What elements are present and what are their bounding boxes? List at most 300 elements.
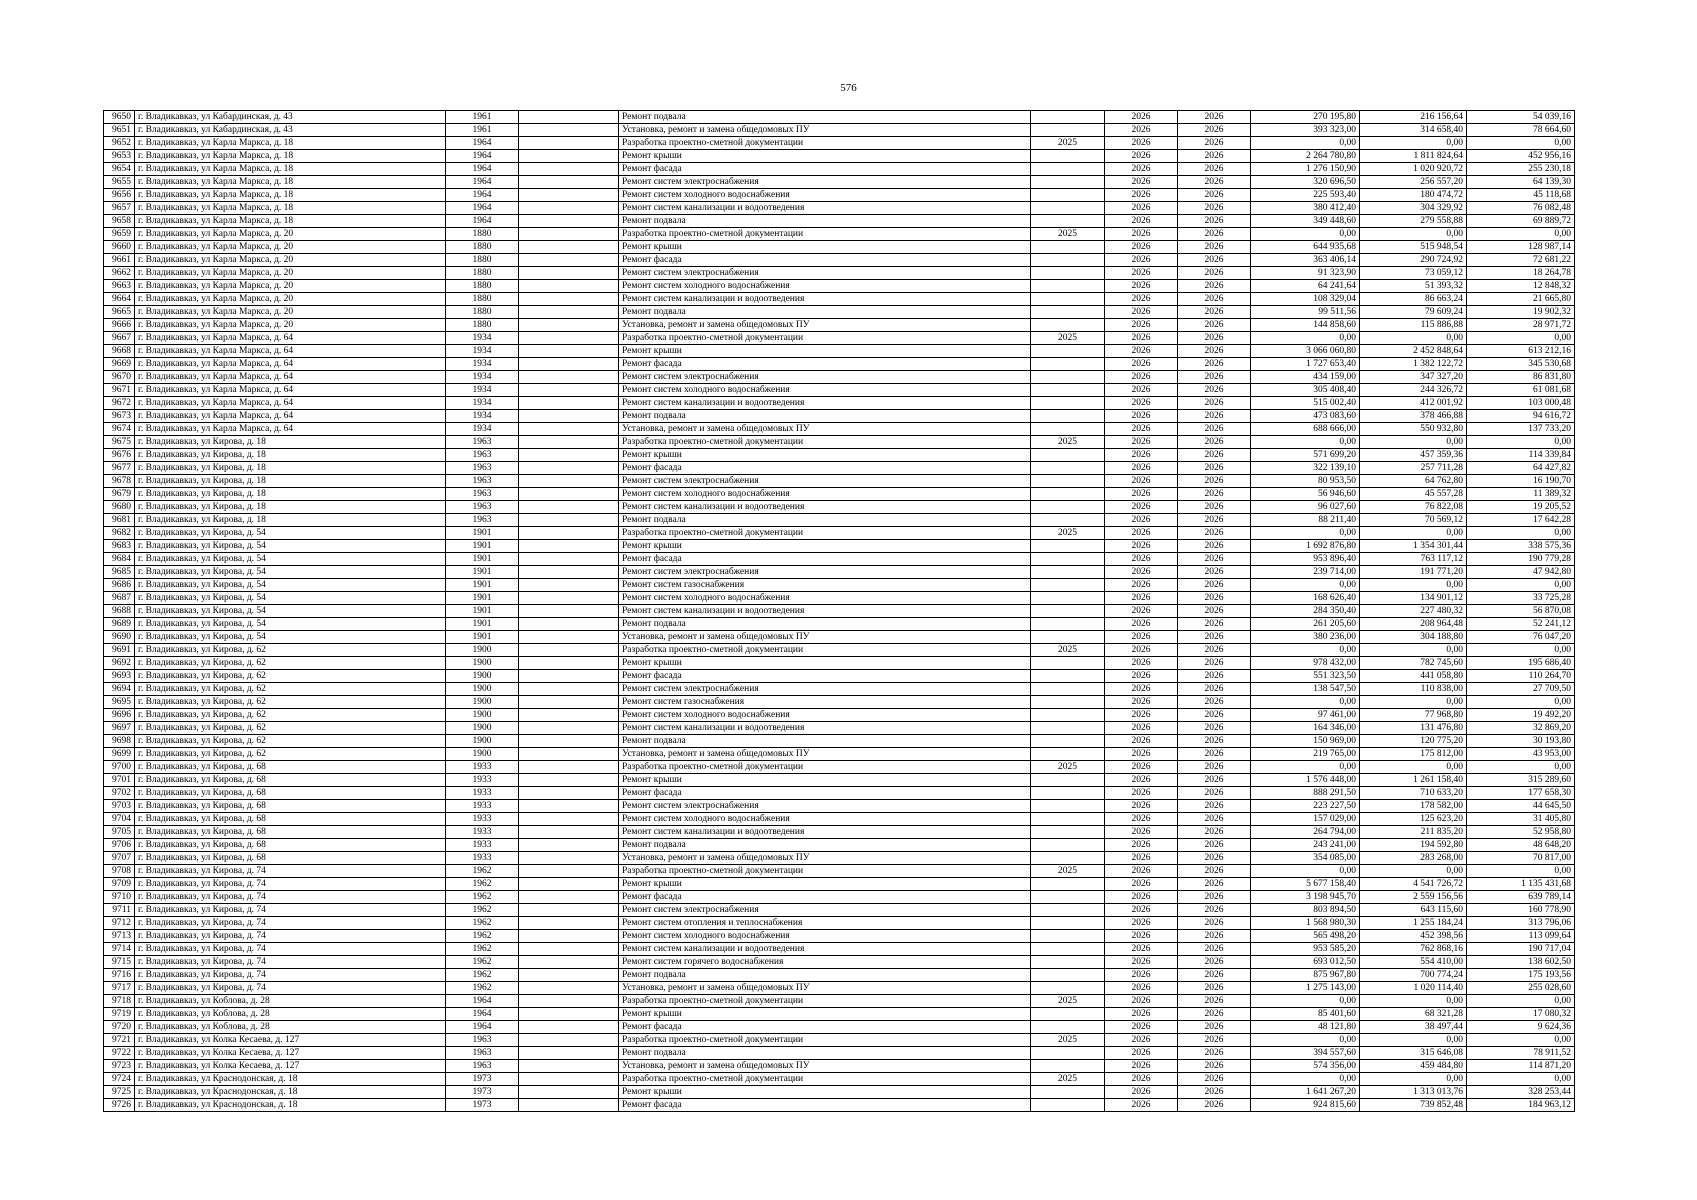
psd-year-cell <box>1031 189 1105 202</box>
year-built-cell: 1973 <box>446 1099 519 1112</box>
plan-start-year-cell: 2026 <box>1105 306 1178 319</box>
address-cell: г. Владикавказ, ул Карла Маркса, д. 20 <box>135 228 446 241</box>
psd-year-cell <box>1031 124 1105 137</box>
fund-cost-cell: 73 059,12 <box>1360 267 1467 280</box>
fund-cost-cell: 1 020 920,72 <box>1360 163 1467 176</box>
empty-cell <box>519 475 619 488</box>
empty-cell <box>519 436 619 449</box>
total-cost-cell: 0,00 <box>1251 696 1360 709</box>
address-cell: г. Владикавказ, ул Кабардинская, д. 43 <box>135 111 446 124</box>
plan-start-year-cell: 2026 <box>1105 748 1178 761</box>
total-cost-cell: 354 085,00 <box>1251 852 1360 865</box>
fund-cost-cell: 70 569,12 <box>1360 514 1467 527</box>
empty-cell <box>519 1021 619 1034</box>
psd-year-cell <box>1031 826 1105 839</box>
year-built-cell: 1934 <box>446 397 519 410</box>
plan-end-year-cell: 2026 <box>1178 280 1251 293</box>
address-cell: г. Владикавказ, ул Кирова, д. 54 <box>135 566 446 579</box>
empty-cell <box>519 839 619 852</box>
address-cell: г. Владикавказ, ул Карла Маркса, д. 18 <box>135 189 446 202</box>
empty-cell <box>519 943 619 956</box>
fund-cost-cell: 64 762,80 <box>1360 475 1467 488</box>
address-cell: г. Владикавказ, ул Кирова, д. 74 <box>135 865 446 878</box>
total-cost-cell: 875 967,80 <box>1251 969 1360 982</box>
work-type-cell: Ремонт систем электроснабжения <box>619 475 1031 488</box>
fund-cost-cell: 1 382 122,72 <box>1360 358 1467 371</box>
year-built-cell: 1900 <box>446 735 519 748</box>
total-cost-cell: 261 205,60 <box>1251 618 1360 631</box>
plan-start-year-cell: 2026 <box>1105 293 1178 306</box>
plan-start-year-cell: 2026 <box>1105 111 1178 124</box>
row-number-cell: 9663 <box>104 280 135 293</box>
work-type-cell: Ремонт подвала <box>619 969 1031 982</box>
address-cell: г. Владикавказ, ул Кирова, д. 68 <box>135 787 446 800</box>
plan-start-year-cell: 2026 <box>1105 488 1178 501</box>
fund-cost-cell: 76 822,08 <box>1360 501 1467 514</box>
address-cell: г. Владикавказ, ул Кирова, д. 74 <box>135 982 446 995</box>
psd-year-cell <box>1031 566 1105 579</box>
psd-year-cell <box>1031 163 1105 176</box>
empty-cell <box>519 1099 619 1112</box>
year-built-cell: 1962 <box>446 865 519 878</box>
empty-cell <box>519 969 619 982</box>
work-type-cell: Ремонт систем горячего водоснабжения <box>619 956 1031 969</box>
total-cost-cell: 1 568 980,30 <box>1251 917 1360 930</box>
plan-start-year-cell: 2026 <box>1105 423 1178 436</box>
address-cell: г. Владикавказ, ул Карла Маркса, д. 64 <box>135 358 446 371</box>
address-cell: г. Владикавказ, ул Карла Маркса, д. 64 <box>135 371 446 384</box>
work-type-cell: Разработка проектно-сметной документации <box>619 332 1031 345</box>
address-cell: г. Владикавказ, ул Кирова, д. 18 <box>135 501 446 514</box>
row-number-cell: 9700 <box>104 761 135 774</box>
fund-cost-cell: 441 058,80 <box>1360 670 1467 683</box>
table-row <box>104 397 1575 410</box>
row-number-cell: 9680 <box>104 501 135 514</box>
row-number-cell: 9660 <box>104 241 135 254</box>
other-cost-cell: 0,00 <box>1467 228 1575 241</box>
plan-start-year-cell: 2026 <box>1105 254 1178 267</box>
year-built-cell: 1900 <box>446 696 519 709</box>
fund-cost-cell: 347 327,20 <box>1360 371 1467 384</box>
other-cost-cell: 613 212,16 <box>1467 345 1575 358</box>
address-cell: г. Владикавказ, ул Карла Маркса, д. 20 <box>135 280 446 293</box>
year-built-cell: 1933 <box>446 839 519 852</box>
total-cost-cell: 0,00 <box>1251 137 1360 150</box>
empty-cell <box>519 1060 619 1073</box>
psd-year-cell: 2025 <box>1031 1034 1105 1047</box>
plan-end-year-cell: 2026 <box>1178 540 1251 553</box>
plan-end-year-cell: 2026 <box>1178 605 1251 618</box>
other-cost-cell: 0,00 <box>1467 332 1575 345</box>
year-built-cell: 1962 <box>446 969 519 982</box>
plan-end-year-cell: 2026 <box>1178 878 1251 891</box>
psd-year-cell: 2025 <box>1031 436 1105 449</box>
other-cost-cell: 313 796,06 <box>1467 917 1575 930</box>
total-cost-cell: 1 727 653,40 <box>1251 358 1360 371</box>
plan-start-year-cell: 2026 <box>1105 826 1178 839</box>
psd-year-cell <box>1031 969 1105 982</box>
work-type-cell: Ремонт систем электроснабжения <box>619 267 1031 280</box>
plan-start-year-cell: 2026 <box>1105 644 1178 657</box>
row-number-cell: 9692 <box>104 657 135 670</box>
address-cell: г. Владикавказ, ул Карла Маркса, д. 64 <box>135 384 446 397</box>
empty-cell <box>519 813 619 826</box>
work-type-cell: Ремонт систем канализации и водоотведения <box>619 397 1031 410</box>
empty-cell <box>519 722 619 735</box>
fund-cost-cell: 216 156,64 <box>1360 111 1467 124</box>
year-built-cell: 1964 <box>446 215 519 228</box>
year-built-cell: 1880 <box>446 228 519 241</box>
row-number-cell: 9694 <box>104 683 135 696</box>
table-row <box>104 826 1575 839</box>
year-built-cell: 1962 <box>446 930 519 943</box>
fund-cost-cell: 459 484,80 <box>1360 1060 1467 1073</box>
empty-cell <box>519 241 619 254</box>
plan-end-year-cell: 2026 <box>1178 709 1251 722</box>
year-built-cell: 1963 <box>446 1047 519 1060</box>
psd-year-cell: 2025 <box>1031 995 1105 1008</box>
psd-year-cell: 2025 <box>1031 332 1105 345</box>
fund-cost-cell: 125 623,20 <box>1360 813 1467 826</box>
year-built-cell: 1934 <box>446 384 519 397</box>
table-row <box>104 319 1575 332</box>
fund-cost-cell: 0,00 <box>1360 1073 1467 1086</box>
year-built-cell: 1964 <box>446 1021 519 1034</box>
plan-start-year-cell: 2026 <box>1105 904 1178 917</box>
work-type-cell: Ремонт подвала <box>619 839 1031 852</box>
other-cost-cell: 16 190,70 <box>1467 475 1575 488</box>
row-number-cell: 9695 <box>104 696 135 709</box>
address-cell: г. Владикавказ, ул Кирова, д. 62 <box>135 748 446 761</box>
work-type-cell: Разработка проектно-сметной документации <box>619 1073 1031 1086</box>
other-cost-cell: 114 871,20 <box>1467 1060 1575 1073</box>
psd-year-cell <box>1031 891 1105 904</box>
other-cost-cell: 70 817,00 <box>1467 852 1575 865</box>
fund-cost-cell: 1 020 114,40 <box>1360 982 1467 995</box>
plan-end-year-cell: 2026 <box>1178 176 1251 189</box>
psd-year-cell <box>1031 722 1105 735</box>
work-type-cell: Ремонт систем электроснабжения <box>619 904 1031 917</box>
year-built-cell: 1880 <box>446 267 519 280</box>
fund-cost-cell: 244 326,72 <box>1360 384 1467 397</box>
address-cell: г. Владикавказ, ул Кирова, д. 74 <box>135 930 446 943</box>
address-cell: г. Владикавказ, ул Карла Маркса, д. 18 <box>135 215 446 228</box>
work-type-cell: Ремонт крыши <box>619 241 1031 254</box>
address-cell: г. Владикавказ, ул Карла Маркса, д. 20 <box>135 319 446 332</box>
other-cost-cell: 64 139,30 <box>1467 176 1575 189</box>
empty-cell <box>519 618 619 631</box>
address-cell: г. Владикавказ, ул Кирова, д. 68 <box>135 826 446 839</box>
psd-year-cell <box>1031 384 1105 397</box>
row-number-cell: 9681 <box>104 514 135 527</box>
address-cell: г. Владикавказ, ул Кирова, д. 68 <box>135 761 446 774</box>
plan-end-year-cell: 2026 <box>1178 839 1251 852</box>
total-cost-cell: 225 593,40 <box>1251 189 1360 202</box>
fund-cost-cell: 1 261 158,40 <box>1360 774 1467 787</box>
other-cost-cell: 31 405,80 <box>1467 813 1575 826</box>
table-row <box>104 423 1575 436</box>
psd-year-cell <box>1031 293 1105 306</box>
work-type-cell: Ремонт систем холодного водоснабжения <box>619 384 1031 397</box>
address-cell: г. Владикавказ, ул Карла Маркса, д. 20 <box>135 254 446 267</box>
psd-year-cell <box>1031 943 1105 956</box>
psd-year-cell: 2025 <box>1031 527 1105 540</box>
year-built-cell: 1964 <box>446 1008 519 1021</box>
address-cell: г. Владикавказ, ул Колка Кесаева, д. 127 <box>135 1047 446 1060</box>
plan-end-year-cell: 2026 <box>1178 735 1251 748</box>
psd-year-cell <box>1031 202 1105 215</box>
row-number-cell: 9714 <box>104 943 135 956</box>
fund-cost-cell: 700 774,24 <box>1360 969 1467 982</box>
plan-end-year-cell: 2026 <box>1178 1086 1251 1099</box>
fund-cost-cell: 554 410,00 <box>1360 956 1467 969</box>
plan-start-year-cell: 2026 <box>1105 995 1178 1008</box>
fund-cost-cell: 4 541 726,72 <box>1360 878 1467 891</box>
total-cost-cell: 1 692 876,80 <box>1251 540 1360 553</box>
plan-start-year-cell: 2026 <box>1105 436 1178 449</box>
plan-end-year-cell: 2026 <box>1178 319 1251 332</box>
other-cost-cell: 0,00 <box>1467 1034 1575 1047</box>
psd-year-cell <box>1031 605 1105 618</box>
empty-cell <box>519 1086 619 1099</box>
empty-cell <box>519 228 619 241</box>
plan-start-year-cell: 2026 <box>1105 917 1178 930</box>
plan-start-year-cell: 2026 <box>1105 1047 1178 1060</box>
row-number-cell: 9685 <box>104 566 135 579</box>
total-cost-cell: 0,00 <box>1251 761 1360 774</box>
fund-cost-cell: 0,00 <box>1360 436 1467 449</box>
other-cost-cell: 0,00 <box>1467 436 1575 449</box>
plan-end-year-cell: 2026 <box>1178 1034 1251 1047</box>
table-row <box>104 592 1575 605</box>
year-built-cell: 1962 <box>446 904 519 917</box>
work-type-cell: Ремонт фасада <box>619 254 1031 267</box>
year-built-cell: 1934 <box>446 410 519 423</box>
empty-cell <box>519 176 619 189</box>
address-cell: г. Владикавказ, ул Кирова, д. 74 <box>135 904 446 917</box>
plan-end-year-cell: 2026 <box>1178 1047 1251 1060</box>
empty-cell <box>519 1047 619 1060</box>
address-cell: г. Владикавказ, ул Карла Маркса, д. 64 <box>135 410 446 423</box>
total-cost-cell: 693 012,50 <box>1251 956 1360 969</box>
total-cost-cell: 574 356,00 <box>1251 1060 1360 1073</box>
plan-start-year-cell: 2026 <box>1105 761 1178 774</box>
total-cost-cell: 0,00 <box>1251 579 1360 592</box>
table-row <box>104 618 1575 631</box>
work-type-cell: Ремонт систем газоснабжения <box>619 579 1031 592</box>
total-cost-cell: 888 291,50 <box>1251 787 1360 800</box>
table-row <box>104 605 1575 618</box>
empty-cell <box>519 709 619 722</box>
plan-end-year-cell: 2026 <box>1178 345 1251 358</box>
empty-cell <box>519 410 619 423</box>
table-row <box>104 644 1575 657</box>
other-cost-cell: 345 530,68 <box>1467 358 1575 371</box>
psd-year-cell <box>1031 514 1105 527</box>
plan-start-year-cell: 2026 <box>1105 137 1178 150</box>
psd-year-cell <box>1031 150 1105 163</box>
address-cell: г. Владикавказ, ул Кирова, д. 62 <box>135 683 446 696</box>
psd-year-cell <box>1031 579 1105 592</box>
row-number-cell: 9718 <box>104 995 135 1008</box>
other-cost-cell: 113 099,64 <box>1467 930 1575 943</box>
fund-cost-cell: 782 745,60 <box>1360 657 1467 670</box>
psd-year-cell <box>1031 657 1105 670</box>
address-cell: г. Владикавказ, ул Кирова, д. 68 <box>135 800 446 813</box>
work-type-cell: Ремонт крыши <box>619 345 1031 358</box>
work-type-cell: Установка, ремонт и замена общедомовых ПУ <box>619 124 1031 137</box>
plan-end-year-cell: 2026 <box>1178 683 1251 696</box>
total-cost-cell: 91 323,90 <box>1251 267 1360 280</box>
table-row <box>104 930 1575 943</box>
plan-end-year-cell: 2026 <box>1178 111 1251 124</box>
empty-cell <box>519 319 619 332</box>
plan-start-year-cell: 2026 <box>1105 865 1178 878</box>
row-number-cell: 9678 <box>104 475 135 488</box>
total-cost-cell: 164 346,00 <box>1251 722 1360 735</box>
fund-cost-cell: 763 117,12 <box>1360 553 1467 566</box>
total-cost-cell: 305 408,40 <box>1251 384 1360 397</box>
plan-end-year-cell: 2026 <box>1178 1060 1251 1073</box>
empty-cell <box>519 982 619 995</box>
row-number-cell: 9662 <box>104 267 135 280</box>
address-cell: г. Владикавказ, ул Коблова, д. 28 <box>135 995 446 1008</box>
row-number-cell: 9713 <box>104 930 135 943</box>
row-number-cell: 9709 <box>104 878 135 891</box>
other-cost-cell: 315 289,60 <box>1467 774 1575 787</box>
plan-end-year-cell: 2026 <box>1178 618 1251 631</box>
psd-year-cell <box>1031 670 1105 683</box>
fund-cost-cell: 314 658,40 <box>1360 124 1467 137</box>
plan-end-year-cell: 2026 <box>1178 865 1251 878</box>
total-cost-cell: 515 002,40 <box>1251 397 1360 410</box>
work-type-cell: Ремонт фасада <box>619 163 1031 176</box>
fund-cost-cell: 412 001,92 <box>1360 397 1467 410</box>
row-number-cell: 9664 <box>104 293 135 306</box>
empty-cell <box>519 566 619 579</box>
psd-year-cell <box>1031 488 1105 501</box>
address-cell: г. Владикавказ, ул Кирова, д. 62 <box>135 670 446 683</box>
other-cost-cell: 0,00 <box>1467 865 1575 878</box>
work-type-cell: Ремонт систем канализации и водоотведения <box>619 826 1031 839</box>
empty-cell <box>519 956 619 969</box>
other-cost-cell: 61 081,68 <box>1467 384 1575 397</box>
table-row <box>104 1034 1575 1047</box>
row-number-cell: 9722 <box>104 1047 135 1060</box>
plan-start-year-cell: 2026 <box>1105 540 1178 553</box>
plan-start-year-cell: 2026 <box>1105 1008 1178 1021</box>
plan-end-year-cell: 2026 <box>1178 566 1251 579</box>
plan-start-year-cell: 2026 <box>1105 501 1178 514</box>
total-cost-cell: 380 412,40 <box>1251 202 1360 215</box>
work-type-cell: Ремонт систем канализации и водоотведения <box>619 501 1031 514</box>
table-row <box>104 189 1575 202</box>
table-row <box>104 514 1575 527</box>
address-cell: г. Владикавказ, ул Кирова, д. 68 <box>135 813 446 826</box>
other-cost-cell: 0,00 <box>1467 644 1575 657</box>
total-cost-cell: 0,00 <box>1251 644 1360 657</box>
empty-cell <box>519 423 619 436</box>
work-type-cell: Установка, ремонт и замена общедомовых ПУ <box>619 852 1031 865</box>
psd-year-cell <box>1031 410 1105 423</box>
year-built-cell: 1934 <box>446 345 519 358</box>
table-row <box>104 1099 1575 1112</box>
table-row <box>104 410 1575 423</box>
plan-end-year-cell: 2026 <box>1178 449 1251 462</box>
other-cost-cell: 0,00 <box>1467 527 1575 540</box>
other-cost-cell: 255 230,18 <box>1467 163 1575 176</box>
plan-end-year-cell: 2026 <box>1178 800 1251 813</box>
other-cost-cell: 19 492,20 <box>1467 709 1575 722</box>
fund-cost-cell: 1 313 013,76 <box>1360 1086 1467 1099</box>
year-built-cell: 1964 <box>446 150 519 163</box>
psd-year-cell <box>1031 1060 1105 1073</box>
year-built-cell: 1964 <box>446 137 519 150</box>
year-built-cell: 1900 <box>446 722 519 735</box>
total-cost-cell: 1 641 267,20 <box>1251 1086 1360 1099</box>
empty-cell <box>519 579 619 592</box>
plan-end-year-cell: 2026 <box>1178 670 1251 683</box>
empty-cell <box>519 1073 619 1086</box>
fund-cost-cell: 0,00 <box>1360 995 1467 1008</box>
year-built-cell: 1901 <box>446 618 519 631</box>
empty-cell <box>519 527 619 540</box>
work-type-cell: Ремонт подвала <box>619 618 1031 631</box>
other-cost-cell: 328 253,44 <box>1467 1086 1575 1099</box>
year-built-cell: 1934 <box>446 358 519 371</box>
psd-year-cell <box>1031 904 1105 917</box>
plan-end-year-cell: 2026 <box>1178 943 1251 956</box>
total-cost-cell: 953 896,40 <box>1251 553 1360 566</box>
empty-cell <box>519 826 619 839</box>
plan-end-year-cell: 2026 <box>1178 163 1251 176</box>
plan-end-year-cell: 2026 <box>1178 904 1251 917</box>
plan-start-year-cell: 2026 <box>1105 410 1178 423</box>
work-type-cell: Ремонт систем холодного водоснабжения <box>619 930 1031 943</box>
table-row <box>104 1086 1575 1099</box>
address-cell: г. Владикавказ, ул Коблова, д. 28 <box>135 1021 446 1034</box>
fund-cost-cell: 191 771,20 <box>1360 566 1467 579</box>
psd-year-cell <box>1031 280 1105 293</box>
row-number-cell: 9684 <box>104 553 135 566</box>
plan-start-year-cell: 2026 <box>1105 722 1178 735</box>
plan-start-year-cell: 2026 <box>1105 345 1178 358</box>
total-cost-cell: 144 858,60 <box>1251 319 1360 332</box>
empty-cell <box>519 371 619 384</box>
plan-start-year-cell: 2026 <box>1105 605 1178 618</box>
psd-year-cell <box>1031 1086 1105 1099</box>
table-row <box>104 150 1575 163</box>
empty-cell <box>519 111 619 124</box>
work-type-cell: Ремонт фасада <box>619 462 1031 475</box>
table-row <box>104 553 1575 566</box>
year-built-cell: 1963 <box>446 488 519 501</box>
row-number-cell: 9667 <box>104 332 135 345</box>
plan-end-year-cell: 2026 <box>1178 293 1251 306</box>
psd-year-cell <box>1031 839 1105 852</box>
empty-cell <box>519 865 619 878</box>
empty-cell <box>519 280 619 293</box>
total-cost-cell: 565 498,20 <box>1251 930 1360 943</box>
empty-cell <box>519 657 619 670</box>
year-built-cell: 1962 <box>446 982 519 995</box>
work-type-cell: Ремонт подвала <box>619 1047 1031 1060</box>
plan-start-year-cell: 2026 <box>1105 683 1178 696</box>
empty-cell <box>519 1034 619 1047</box>
total-cost-cell: 223 227,50 <box>1251 800 1360 813</box>
other-cost-cell: 11 389,32 <box>1467 488 1575 501</box>
plan-start-year-cell: 2026 <box>1105 358 1178 371</box>
